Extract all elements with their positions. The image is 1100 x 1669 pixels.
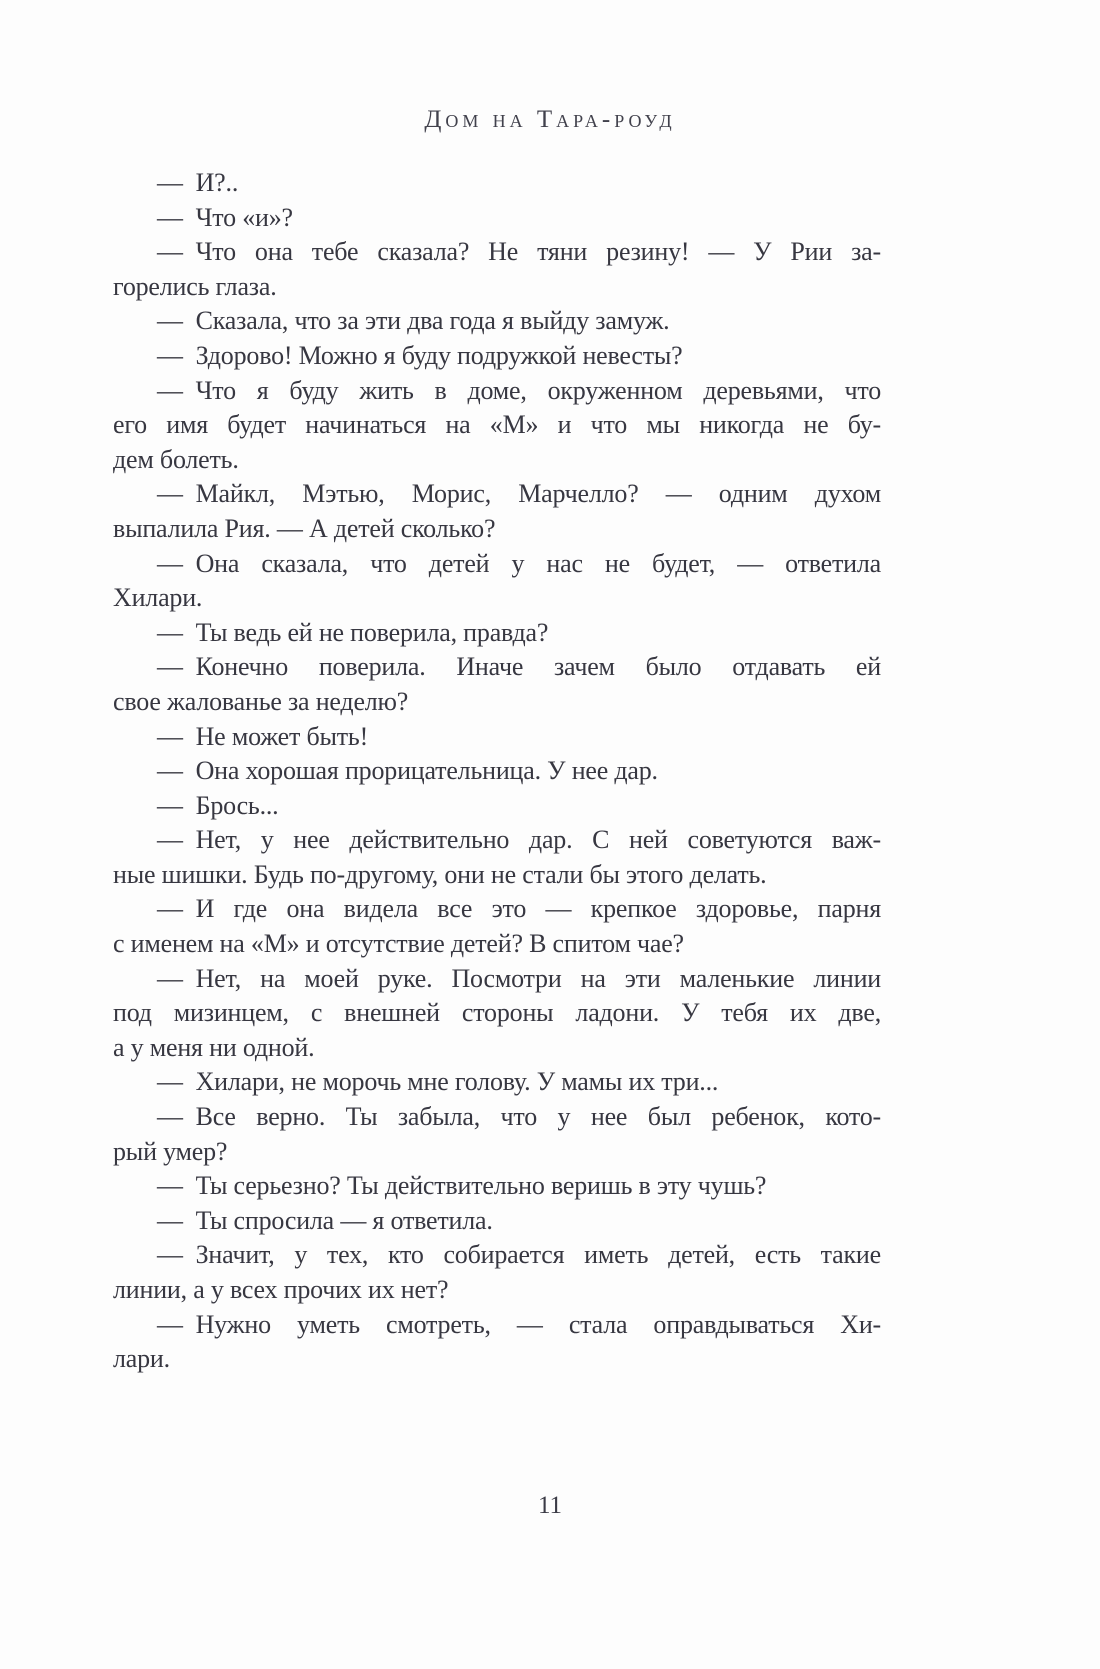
text-line: свое жалованье за неделю? <box>113 686 409 716</box>
text-line: с именем на «М» и отсутствие детей? В спитом чае? <box>113 929 684 959</box>
text-line: — Конечно поверила. Иначе зачем было отдавать ей <box>157 652 881 682</box>
text-line: его имя будет начинаться на «М» и что мы никогда не бу- <box>113 410 881 440</box>
text-line: — Что «и»? <box>157 202 293 232</box>
text-line: рый умер? <box>113 1136 228 1166</box>
text-line: — И где она видела все это — крепкое здоровье, парня <box>157 894 881 924</box>
text-line: — Сказала, что за эти два года я выйду замуж. <box>157 306 670 336</box>
text-line: — Нужно уметь смотреть, — стала оправдываться Хи- <box>157 1309 881 1339</box>
paragraph <box>113 166 881 201</box>
paragraph <box>113 616 881 651</box>
paragraph <box>113 720 881 755</box>
paragraph <box>113 1204 881 1239</box>
paragraph <box>113 304 881 339</box>
paragraph <box>113 1308 881 1377</box>
text-line: линии, а у всех прочих их нет? <box>113 1275 449 1304</box>
paragraph <box>113 1065 881 1100</box>
text-line: — Нет, на моей руке. Посмотри на эти маленькие линии <box>157 963 881 993</box>
text-line: — Не может быть! <box>157 721 369 751</box>
paragraph <box>113 339 881 374</box>
text-line: — Что я буду жить в доме, окруженном деревьями, что <box>157 375 881 405</box>
text-line: — И?.. <box>157 168 239 197</box>
paragraph <box>113 477 881 546</box>
text-line: — Здорово! Можно я буду подружкой невесты? <box>157 340 683 370</box>
text-line: горелись глаза. <box>113 271 277 301</box>
running-head: Дом на Тара-роуд <box>424 106 676 133</box>
paragraph <box>113 1238 881 1307</box>
text-line: — Нет, у нее действительно дар. С ней советуются важ- <box>157 825 881 855</box>
page-body-text <box>113 166 881 1377</box>
paragraph <box>113 962 881 1066</box>
text-line: выпалила Рия. — А детей сколько? <box>113 513 496 543</box>
text-line: — Ты ведь ей не поверила, правда? <box>157 617 549 647</box>
text-line: а у меня ни одной. <box>113 1032 315 1062</box>
text-line: — Она хорошая прорицательница. У нее дар. <box>157 756 658 786</box>
text-line: — Хилари, не морочь мне голову. У мамы их три... <box>157 1067 719 1097</box>
text-line: — Ты спросила — я ответила. <box>157 1205 493 1235</box>
text-line: под мизинцем, с внешней стороны ладони. У тебя их две, <box>113 998 881 1028</box>
text-line: — Значит, у тех, кто собирается иметь детей, есть такие <box>157 1240 881 1270</box>
paragraph <box>113 789 881 824</box>
paragraph <box>113 235 881 304</box>
text-line: — Ты серьезно? Ты действительно веришь в эту чушь? <box>157 1171 767 1201</box>
text-line: дем болеть. <box>113 444 239 474</box>
paragraph <box>113 547 881 616</box>
text-line: — Брось... <box>157 790 279 820</box>
text-line: ные шишки. Будь по-другому, они не стали бы этого делать. <box>113 859 767 889</box>
paragraph <box>113 650 881 719</box>
paragraph <box>113 892 881 961</box>
text-line: — Она сказала, что детей у нас не будет, — ответила <box>157 548 881 578</box>
paragraph <box>113 1169 881 1204</box>
text-line: лари. <box>113 1344 170 1374</box>
text-line: — Что она тебе сказала? Не тяни резину! — У Рии за- <box>157 237 881 267</box>
text-line: — Все верно. Ты забыла, что у нее был ребенок, кото- <box>157 1102 881 1132</box>
paragraph <box>113 754 881 789</box>
paragraph <box>113 1100 881 1169</box>
page-number: 11 <box>537 1492 563 1519</box>
paragraph <box>113 201 881 236</box>
text-line: — Майкл, Мэтью, Морис, Марчелло? — одним духом <box>157 479 881 509</box>
paragraph <box>113 374 881 478</box>
paragraph <box>113 823 881 892</box>
text-line: Хилари. <box>113 583 203 613</box>
